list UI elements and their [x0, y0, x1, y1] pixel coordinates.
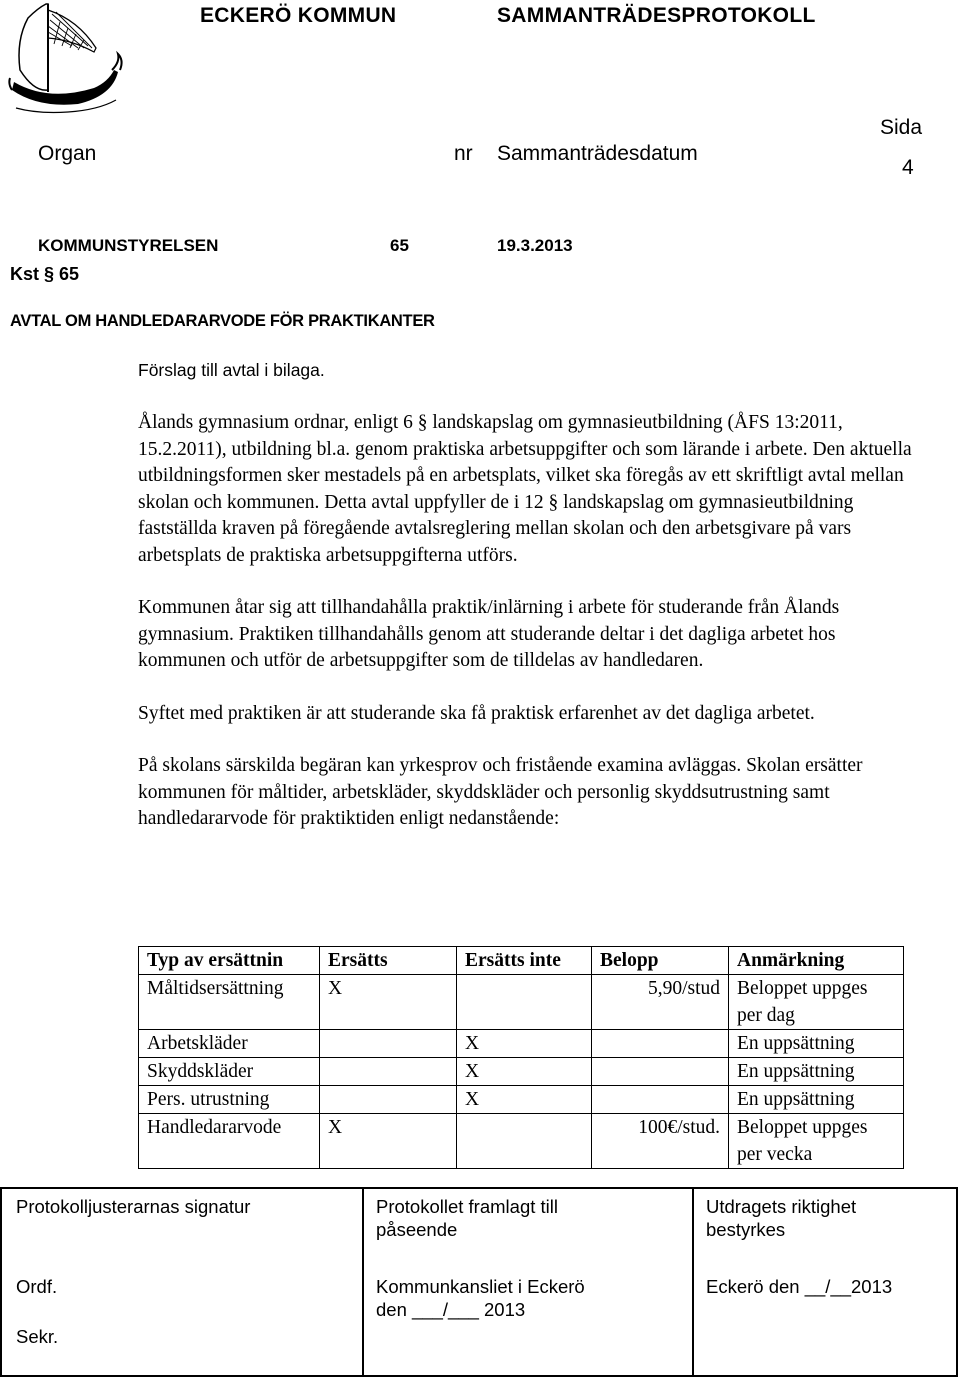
organ-label: Organ [38, 142, 97, 165]
note-cell: En uppsättning [729, 1086, 904, 1114]
date-label: Sammanträdesdatum [497, 142, 698, 165]
note-cell: En uppsättning [729, 1030, 904, 1058]
note-cell [729, 975, 904, 1030]
column-header: Anmärkning [729, 947, 904, 975]
column-header: Ersätts [320, 947, 457, 975]
type-cell: Skyddskläder [139, 1058, 320, 1086]
municipal-crest-logo [8, 0, 128, 118]
public-display-date: den ___/___ 2013 [376, 1299, 526, 1320]
not-reimbursed-cell [457, 975, 592, 1030]
table-row [139, 1030, 904, 1058]
type-cell: Måltidsersättning [139, 975, 320, 1030]
reimbursed-cell: X [320, 1114, 457, 1169]
municipality-name: ECKERÖ KOMMUN [200, 4, 397, 27]
reimbursed-cell: X [320, 975, 457, 1030]
certification-title: Utdragets riktighet [706, 1196, 857, 1217]
amount-cell [592, 1086, 729, 1114]
intro-line: Förslag till avtal i bilaga. [138, 360, 325, 380]
paragraph: Kommunen åtar sig att tillhandahålla praktik/inlärning i arbete för studerande från Ålands gymnasium. Praktiken tillhandahålls genom att studerande deltar i det dagliga arbetet hos kommunen och utför de arbetsuppgifter som de tilldelas av handledaren. [138, 597, 840, 671]
column-header: Typ av ersättnin [139, 947, 320, 975]
table-row [139, 1114, 904, 1169]
type-cell: Pers. utrustning [139, 1086, 320, 1114]
note-line: Beloppet uppges [737, 978, 868, 999]
nr-label: nr [454, 142, 473, 165]
paragraph: Ålands gymnasium ordnar, enligt 6 § landskapslag om gymnasieutbildning (ÅFS 13:2011, 15.2.2011), utbildning bl.a. genom praktiska arbetsuppgifter och som lärande i arbete. Den aktuella utbildningsformen sker mestadels på en arbetsplats, vilket ska föregås av ett skriftligt avtal mellan skolan och kommunen. Detta avtal uppfyller de i 12 § landskapslag om gymnasieutbildning fastställda kraven på föregående avtalsreglering mellan skolan och den arbetsgivare på vars arbetsplats de praktiska arbetsuppgifterna utförs. [138, 412, 912, 566]
paragraph: På skolans särskilda begäran kan yrkesprov och fristående examina avläggas. Skolan ersätter kommunen för måltider, arbetskläder, skyddskläder och personlig skyddsutrustning samt handledararvode för praktiktiden enligt nedanstående: [138, 755, 863, 829]
table-row [139, 1086, 904, 1114]
signature-footer [0, 1187, 958, 1377]
section-heading: AVTAL OM HANDLEDARARVODE FÖR PRAKTIKANTER [10, 312, 435, 330]
public-display-title: Protokollet framlagt till [376, 1196, 558, 1217]
not-reimbursed-cell: X [457, 1086, 592, 1114]
type-cell: Handledararvode [139, 1114, 320, 1169]
reimbursed-cell [320, 1086, 457, 1114]
amount-cell: 100€/stud. [592, 1114, 729, 1169]
body-text [138, 410, 918, 859]
organ-value: KOMMUNSTYRELSEN [38, 236, 219, 255]
note-line: per dag [737, 1005, 795, 1026]
compensation-table [138, 946, 904, 1169]
certification-title-line2: bestyrkes [706, 1219, 786, 1240]
note-cell [729, 1114, 904, 1169]
note-line: Beloppet uppges [737, 1117, 868, 1138]
document-type: SAMMANTRÄDESPROTOKOLL [497, 4, 816, 27]
amount-cell: 5,90/stud [592, 975, 729, 1030]
table-row [139, 1058, 904, 1086]
paragraph: Syftet med praktiken är att studerande ska få praktisk erfarenhet av det dagliga arbetet. [138, 702, 815, 724]
column-header: Belopp [592, 947, 729, 975]
table-row [139, 975, 904, 1030]
certification-date: Eckerö den __/__2013 [706, 1276, 893, 1297]
note-line: per vecka [737, 1144, 813, 1165]
not-reimbursed-cell: X [457, 1030, 592, 1058]
public-display-location: Kommunkansliet i Eckerö [376, 1276, 585, 1297]
section-reference: Kst § 65 [10, 264, 80, 284]
public-display-title-line2: påseende [376, 1219, 458, 1240]
nr-value: 65 [390, 236, 409, 255]
page-label: Sida [880, 116, 923, 139]
chair-signature-label: Ordf. [16, 1276, 58, 1297]
page-number: 4 [902, 156, 914, 179]
footer-certification-column [692, 1189, 956, 1375]
footer-public-display-column [362, 1189, 694, 1375]
amount-cell [592, 1058, 729, 1086]
table-header-row [139, 947, 904, 975]
secretary-signature-label: Sekr. [16, 1326, 59, 1347]
note-cell: En uppsättning [729, 1058, 904, 1086]
amount-cell [592, 1030, 729, 1058]
not-reimbursed-cell [457, 1114, 592, 1169]
footer-signatures-column [2, 1189, 364, 1375]
reimbursed-cell [320, 1058, 457, 1086]
date-value: 19.3.2013 [497, 236, 573, 255]
signatures-title: Protokolljusterarnas signatur [16, 1196, 251, 1217]
not-reimbursed-cell: X [457, 1058, 592, 1086]
type-cell: Arbetskläder [139, 1030, 320, 1058]
column-header: Ersätts inte [457, 947, 592, 975]
reimbursed-cell [320, 1030, 457, 1058]
